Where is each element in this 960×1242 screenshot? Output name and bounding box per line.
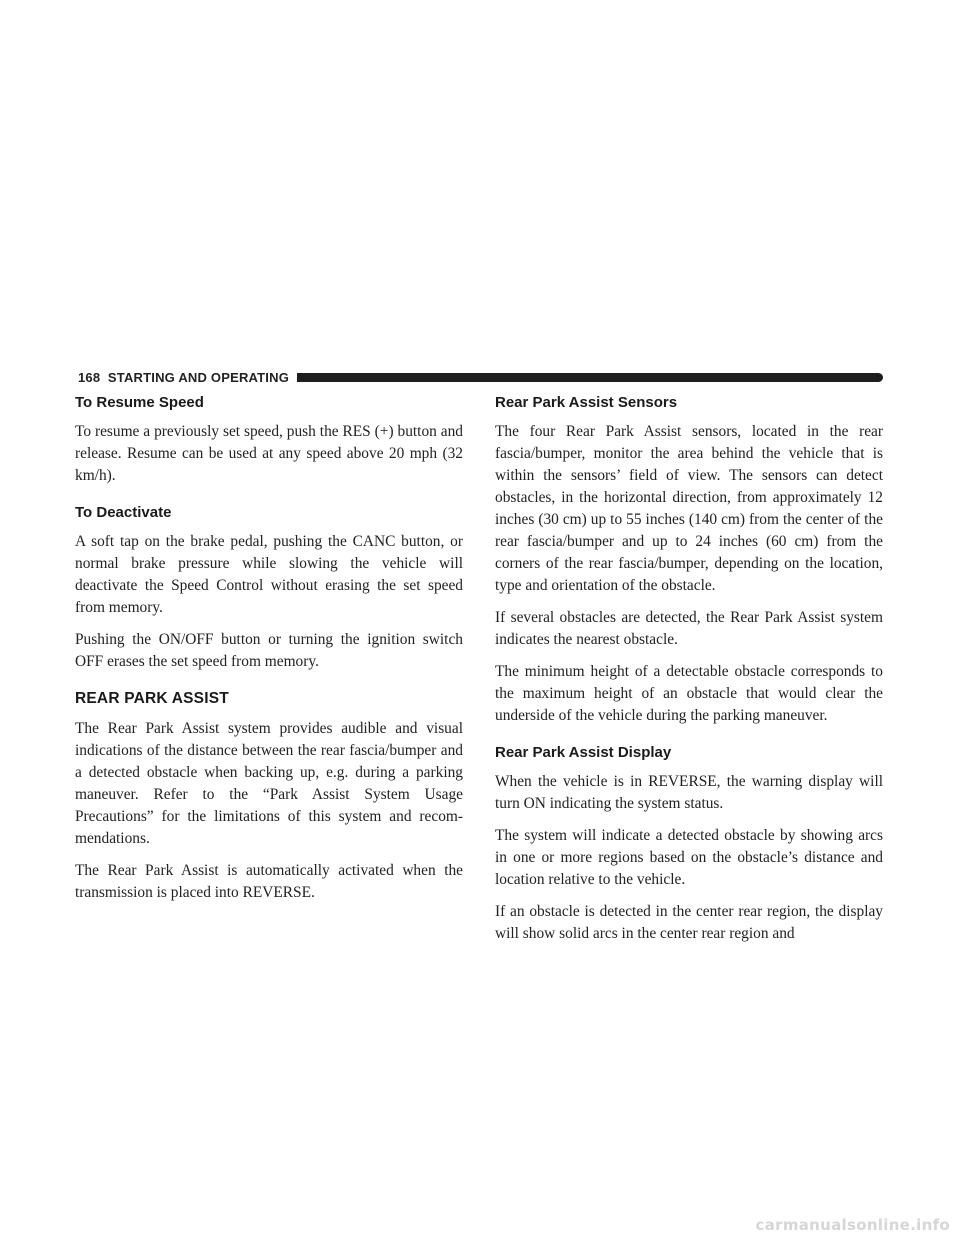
paragraph: When the vehicle is in REVERSE, the warning display will turn ON indicating the system status.: [495, 773, 883, 812]
paragraph: The minimum height of a detectable obstacle corresponds to the maximum height of an obstacle that would clear the underside of the vehicle during the parking maneuver.: [495, 663, 883, 724]
heading-rear-park-assist: REAR PARK ASSIST: [75, 690, 229, 707]
page-header-text: [78, 370, 289, 385]
heading-rear-park-assist-sensors: Rear Park Assist Sensors: [495, 394, 678, 411]
paragraph: Pushing the ON/OFF button or turning the ignition switch OFF erases the set speed from memory.: [75, 631, 463, 670]
paragraph: If an obstacle is detected in the center rear region, the display will show solid arcs in the center rear region and: [495, 903, 883, 942]
paragraph: The Rear Park Assist is automatically activated when the transmission is placed into REVERSE.: [75, 862, 463, 901]
heading-to-resume-speed: To Resume Speed: [75, 394, 204, 411]
left-column: [75, 391, 463, 914]
paragraph: To resume a previously set speed, push the RES (+) button and release. Resume can be used at any speed above 20 mph (32 km/h).: [75, 423, 463, 484]
header-rule: [297, 373, 883, 382]
heading-rear-park-assist-display: Rear Park Assist Display: [495, 744, 672, 761]
heading-to-deactivate: To Deactivate: [75, 504, 172, 521]
page-number: 168: [78, 369, 101, 385]
paragraph: The four Rear Park Assist sensors, located in the rear fascia/bumper, monitor the area behind the vehicle that is within the sensors’ field of view. The sensors can detect obstacles, in the horizontal direction, from approximately 12 inches (30 cm) up to 55 inches (140 cm) from the center of the rear fascia/bumper and up to 24 inches (60 cm) from the corners of the rear fascia/bumper, depending on the location, type and orientation of the obstacle.: [495, 423, 883, 594]
page-header: [78, 369, 883, 385]
paragraph: A soft tap on the brake pedal, pushing the CANC button, or normal brake pressure while slowing the vehicle will deactivate the Speed Control without erasing the set speed from memory.: [75, 533, 463, 616]
paragraph: If several obstacles are detected, the Rear Park Assist system indicates the nearest obstacle.: [495, 609, 883, 648]
right-column: [495, 391, 883, 955]
paragraph: The system will indicate a detected obstacle by showing arcs in one or more regions based on the obstacle’s distance and location relative to the vehicle.: [495, 827, 883, 888]
section-title: STARTING AND OPERATING: [107, 369, 290, 385]
watermark-link[interactable]: carmanualsonline.info: [755, 1216, 950, 1234]
paragraph: The Rear Park Assist system provides audible and visual indications of the distance between the rear fascia/bumper and a detected obstacle when backing up, e.g. during a parking maneuver. Refer to the “Park Assist System Usage Precautions” for the limitations of this system and recom-mendations.: [75, 720, 463, 847]
